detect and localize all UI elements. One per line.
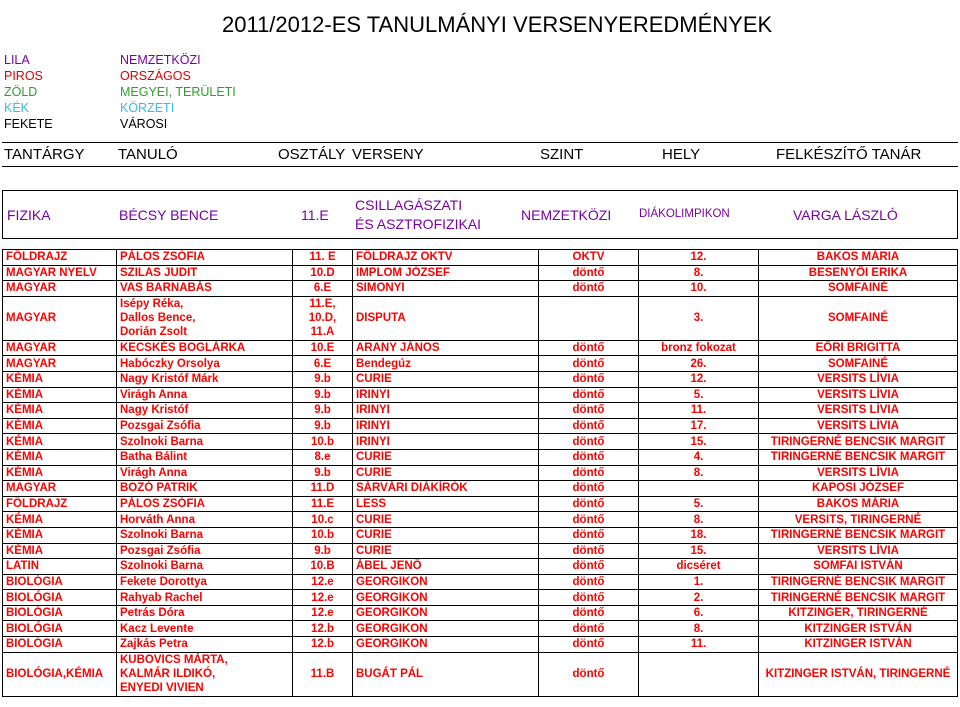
table-cell: 9.b [293,465,353,481]
table-cell: 11. [639,403,759,419]
table-cell: KÉMIA [3,512,117,528]
results-table [2,249,958,697]
table-cell: TIRINGERNÉ BENCSIK MARGIT [759,527,958,543]
table-cell: SIMONYI [353,281,539,297]
table-cell: LATIN [3,559,117,575]
table-cell: KÉMIA [3,527,117,543]
table-cell: 12. [639,250,759,266]
table-cell: CURIE [353,371,539,387]
table-cell: döntő [539,481,639,497]
legend-color-name: ZÖLD [4,85,38,99]
table-cell: Zajkás Petra [117,637,293,653]
table-cell: 9.b [293,387,353,403]
table-cell: döntő [539,340,639,356]
header-rule [2,142,958,143]
table-row [3,637,958,653]
table-row [3,543,958,559]
table-cell: döntő [539,621,639,637]
table-cell: döntő [539,527,639,543]
table-cell: VERSITS LÍVIA [759,465,958,481]
table-cell: 10.D [293,265,353,281]
table-cell: FÖLDRAJZ [3,496,117,512]
table-cell: Pozsgai Zsófia [117,543,293,559]
table-cell: SOMFAINÉ [759,296,958,340]
table-cell: IRINYI [353,434,539,450]
table-cell: 4. [639,449,759,465]
table-cell: VERSITS LÍVIA [759,387,958,403]
table-cell: IRINYI [353,418,539,434]
table-cell: 10.B [293,559,353,575]
table-cell: VERSITS LÍVIA [759,418,958,434]
table-row [3,434,958,450]
table-cell: döntő [539,543,639,559]
column-header: VERSENY [352,146,424,163]
table-cell: GEORGIKON [353,590,539,606]
table-cell: SÁRVÁRI DIÁKÍRÓK [353,481,539,497]
table-cell: VAS BARNABÁS [117,281,293,297]
first-row-class: 11.E [301,207,329,223]
table-cell: KITZINGER ISTVÁN [759,621,958,637]
table-cell: BIOLÓGIA [3,621,117,637]
header-rule-bottom [2,166,958,167]
legend-level: NEMZETKÖZI [120,53,201,67]
table-cell: BAKOS MÁRIA [759,250,958,266]
legend-level: ORSZÁGOS [120,69,191,83]
table-row [3,481,958,497]
table-cell: döntő [539,559,639,575]
table-row [3,371,958,387]
table-cell: SOMFAINÉ [759,356,958,372]
table-cell: CURIE [353,543,539,559]
table-cell: Virágh Anna [117,387,293,403]
table-cell: döntő [539,403,639,419]
table-cell: PÁLOS ZSÓFIA [117,496,293,512]
table-cell: 11. [639,637,759,653]
table-cell: SOMFAINÉ [759,281,958,297]
table-cell: döntő [539,265,639,281]
table-row [3,652,958,696]
table-row [3,265,958,281]
table-cell: GEORGIKON [353,637,539,653]
table-cell: CURIE [353,449,539,465]
legend-color-name: LILA [4,53,30,67]
table-cell: BIOLÓGIA [3,605,117,621]
table-cell: BIOLÓGIA [3,637,117,653]
table-cell: Petrás Dóra [117,605,293,621]
table-cell: IMPLOM JÓZSEF [353,265,539,281]
table-cell: döntő [539,496,639,512]
table-cell: 8. [639,512,759,528]
table-cell: TIRINGERNÉ BENCSIK MARGIT [759,449,958,465]
table-cell: 6. [639,605,759,621]
table-cell: KITZINGER, TIRINGERNÉ [759,605,958,621]
table-cell: KECSKÉS BOGLÁRKA [117,340,293,356]
table-row [3,250,958,266]
table-cell: 3. [639,296,759,340]
table-cell: döntő [539,387,639,403]
table-cell: 10.b [293,434,353,450]
table-cell: KÉMIA [3,449,117,465]
table-row [3,621,958,637]
table-cell: 9.b [293,371,353,387]
table-row [3,559,958,575]
table-cell: 11.E [293,496,353,512]
table-cell: ARANY JÁNOS [353,340,539,356]
table-cell: Rahyab Rachel [117,590,293,606]
table-cell: Szolnoki Barna [117,434,293,450]
table-cell: KÉMIA [3,465,117,481]
column-header: HELY [662,146,701,163]
table-cell: BIOLÓGIA [3,574,117,590]
table-cell: IRINYI [353,387,539,403]
table-cell: Isépy Réka, Dallos Bence, Dorián Zsolt [117,296,293,340]
table-cell: döntő [539,512,639,528]
table-cell: VERSITS LÍVIA [759,371,958,387]
table-cell: KUBOVICS MÁRTA, KALMÁR ILDIKÓ, ENYEDI VIVIEN [117,652,293,696]
table-cell: 11.D [293,481,353,497]
table-cell: Horváth Anna [117,512,293,528]
table-cell: Fekete Dorottya [117,574,293,590]
table-cell: KÉMIA [3,387,117,403]
table-cell: SZILAS JUDIT [117,265,293,281]
first-row-teacher: VARGA LÁSZLÓ [793,207,898,223]
table-cell: 8. [639,465,759,481]
legend-level: VÁROSI [120,117,168,131]
table-cell: 12.b [293,637,353,653]
table-cell: 12.e [293,605,353,621]
table-row [3,449,958,465]
table-cell: TIRINGERNÉ BENCSIK MARGIT [759,434,958,450]
column-header: TANULÓ [118,146,178,163]
table-cell: 18. [639,527,759,543]
table-cell: 12.e [293,574,353,590]
table-cell: döntő [539,281,639,297]
legend-color-name: PIROS [4,69,43,83]
first-row-place: DIÁKOLIMPIKON [639,208,730,220]
table-cell: KITZINGER ISTVÁN [759,637,958,653]
table-cell: döntő [539,465,639,481]
table-cell: VERSITS LÍVIA [759,403,958,419]
table-cell: döntő [539,418,639,434]
legend-level: MEGYEI, TERÜLETI [120,85,236,99]
table-cell: 9.b [293,403,353,419]
table-cell: TIRINGERNÉ BENCSIK MARGIT [759,574,958,590]
table-cell: Nagy Kristóf Márk [117,371,293,387]
table-cell: 8. [639,265,759,281]
table-cell: 11.E, 10.D, 11.A [293,296,353,340]
table-cell: MAGYAR [3,356,117,372]
table-cell: Kacz Levente [117,621,293,637]
first-row-subject: FIZIKA [7,207,51,223]
table-cell: döntő [539,449,639,465]
table-cell: 10. [639,281,759,297]
table-cell: MAGYAR [3,481,117,497]
table-cell: SOMFAI ISTVÁN [759,559,958,575]
table-cell: CURIE [353,512,539,528]
table-cell: BOZÓ PATRIK [117,481,293,497]
table-cell: döntő [539,356,639,372]
table-cell: MAGYAR [3,281,117,297]
table-cell: OKTV [539,250,639,266]
legend-level: KÖRZETI [120,101,175,115]
first-row-competition-2: ÉS ASZTROFIZIKAI [355,216,482,232]
table-cell: KÉMIA [3,434,117,450]
table-cell: VERSITS, TIRINGERNÉ [759,512,958,528]
table-cell: IRINYI [353,403,539,419]
table-cell: CURIE [353,465,539,481]
table-cell: döntő [539,652,639,696]
table-cell: döntő [539,637,639,653]
table-cell: Pozsgai Zsófia [117,418,293,434]
table-cell: 12. [639,371,759,387]
table-cell: MAGYAR [3,296,117,340]
table-cell: ÁBEL JENŐ [353,559,539,575]
table-cell: KÉMIA [3,371,117,387]
table-cell: 15. [639,543,759,559]
table-cell: 5. [639,496,759,512]
table-cell: MAGYAR NYELV [3,265,117,281]
table-cell: Batha Bálint [117,449,293,465]
table-row [3,590,958,606]
table-cell [639,652,759,696]
table-cell: 10.c [293,512,353,528]
table-row [3,496,958,512]
table-cell: TIRINGERNÉ BENCSIK MARGIT [759,590,958,606]
table-row [3,574,958,590]
table-cell: BESENYŐI ERIKA [759,265,958,281]
table-cell: BIOLÓGIA,KÉMIA [3,652,117,696]
table-cell: 11. E [293,250,353,266]
table-cell: KAPOSI JÓZSEF [759,481,958,497]
table-cell: döntő [539,434,639,450]
table-cell: GEORGIKON [353,621,539,637]
table-cell [639,481,759,497]
table-cell: VERSITS LÍVIA [759,543,958,559]
column-header: FELKÉSZÍTŐ TANÁR [776,146,922,163]
table-cell: KITZINGER ISTVÁN, TIRINGERNÉ [759,652,958,696]
table-cell: 17. [639,418,759,434]
table-cell [539,296,639,340]
table-cell: 1. [639,574,759,590]
table-cell: döntő [539,574,639,590]
table-cell: Szolnoki Barna [117,559,293,575]
table-cell: 11.B [293,652,353,696]
table-cell: Virágh Anna [117,465,293,481]
table-cell: GEORGIKON [353,605,539,621]
table-cell: 10.b [293,527,353,543]
table-cell: BUGÁT PÁL [353,652,539,696]
table-cell: 12.e [293,590,353,606]
table-cell: 26. [639,356,759,372]
table-cell: 5. [639,387,759,403]
first-result-row [2,190,958,239]
legend-color-name: KÉK [4,101,30,115]
table-cell: döntő [539,590,639,606]
table-row [3,387,958,403]
table-cell: Habóczky Orsolya [117,356,293,372]
table-cell: 2. [639,590,759,606]
column-header: SZINT [540,146,584,163]
table-cell: MAGYAR [3,340,117,356]
table-cell: PÁLOS ZSÓFIA [117,250,293,266]
table-cell: CURIE [353,527,539,543]
table-row [3,340,958,356]
first-row-student: BÉCSY BENCE [119,207,219,223]
table-cell: döntő [539,605,639,621]
table-cell: 6.E [293,356,353,372]
table-cell: Nagy Kristóf [117,403,293,419]
table-row [3,512,958,528]
table-row [3,403,958,419]
column-header: OSZTÁLY [278,146,346,163]
table-cell: Bendegúz [353,356,539,372]
table-row [3,418,958,434]
table-cell: FÖLDRAJZ OKTV [353,250,539,266]
table-cell: BIOLÓGIA [3,590,117,606]
table-cell: 10.E [293,340,353,356]
table-row [3,465,958,481]
table-cell: 8.e [293,449,353,465]
table-cell: 6.E [293,281,353,297]
first-row-competition-1: CSILLAGÁSZATI [355,197,463,213]
table-cell: GEORGIKON [353,574,539,590]
table-cell: DISPUTA [353,296,539,340]
table-row [3,356,958,372]
legend-color-name: FEKETE [4,117,53,131]
table-cell: bronz fokozat [639,340,759,356]
column-header: TANTÁRGY [4,146,85,163]
first-row-level: NEMZETKÖZI [521,207,612,223]
table-cell: 9.b [293,418,353,434]
table-row [3,281,958,297]
table-cell: Szolnoki Barna [117,527,293,543]
table-cell: KÉMIA [3,418,117,434]
table-cell: 12.b [293,621,353,637]
table-cell: KÉMIA [3,543,117,559]
table-row [3,527,958,543]
table-cell: LESS [353,496,539,512]
table-row [3,605,958,621]
table-cell: dicséret [639,559,759,575]
table-cell: 15. [639,434,759,450]
table-cell: FÖLDRAJZ [3,250,117,266]
page-title: 2011/2012-ES TANULMÁNYI VERSENYEREDMÉNYEK [222,12,773,37]
table-cell: 9.b [293,543,353,559]
table-cell: BAKOS MÁRIA [759,496,958,512]
table-cell: 8. [639,621,759,637]
table-cell: EŐRI BRIGITTA [759,340,958,356]
table-cell: KÉMIA [3,403,117,419]
table-row [3,296,958,340]
table-cell: döntő [539,371,639,387]
